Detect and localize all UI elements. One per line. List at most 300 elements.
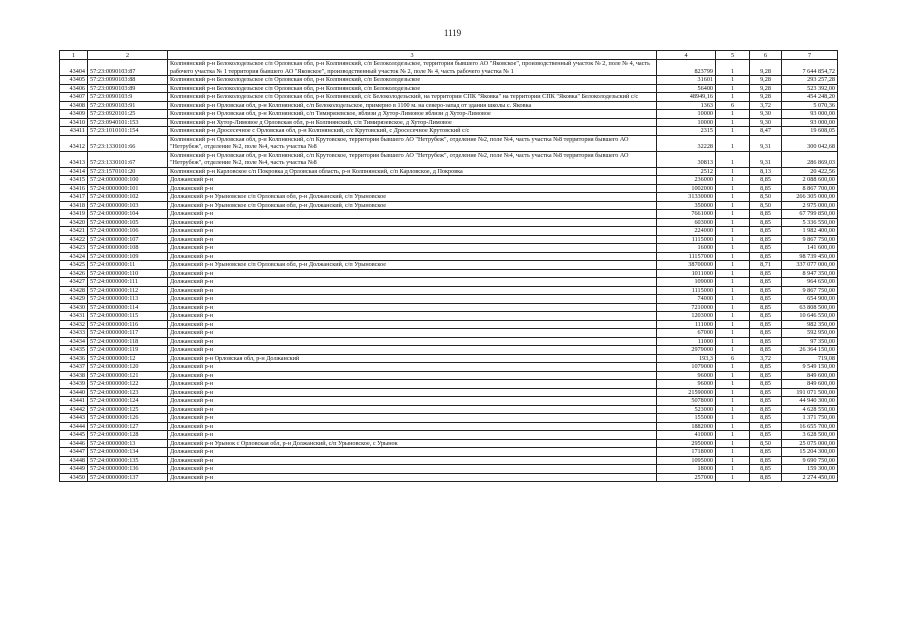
cadastral-value-cell: 9 549 150,00 xyxy=(782,363,838,372)
row-number-cell: 43425 xyxy=(60,261,88,270)
cadastral-number-cell: 57:24:0000000:115 xyxy=(88,312,168,321)
specific-value-cell: 8,50 xyxy=(750,201,782,210)
address-cell: Колпнянский р-н Орловская обл, р-н Колпнянский, с/п Белоколодезьское, примерно в 1100 м. на северо-запад от здания школы с. Яковка xyxy=(168,101,657,110)
type-code-cell: 1 xyxy=(716,261,750,270)
address-cell: Должанский р-н xyxy=(168,286,657,295)
area-cell: 10000 xyxy=(657,118,716,127)
area-cell: 1882000 xyxy=(657,422,716,431)
address-cell: Должанский р-н xyxy=(168,218,657,227)
row-number-cell: 43421 xyxy=(60,227,88,236)
table-row xyxy=(60,422,838,431)
cadastral-value-cell: 1 982 400,00 xyxy=(782,227,838,236)
area-cell: 2512 xyxy=(657,167,716,176)
type-code-cell: 6 xyxy=(716,354,750,363)
cadastral-number-cell: 57:24:0000000:119 xyxy=(88,346,168,355)
table-row xyxy=(60,84,838,93)
area-cell: 236000 xyxy=(657,176,716,185)
address-cell: Должанский р-н xyxy=(168,244,657,253)
type-code-cell: 1 xyxy=(716,235,750,244)
cadastral-value-cell: 849 600,00 xyxy=(782,371,838,380)
address-cell: Должанский р-н xyxy=(168,380,657,389)
cadastral-value-cell: 63 808 500,00 xyxy=(782,303,838,312)
row-number-cell: 43428 xyxy=(60,286,88,295)
area-cell: 1115000 xyxy=(657,235,716,244)
cadastral-value-cell: 159 300,00 xyxy=(782,465,838,474)
specific-value-cell: 9,28 xyxy=(750,93,782,102)
row-number-cell: 43420 xyxy=(60,218,88,227)
cadastral-number-cell: 57:24:0000000:122 xyxy=(88,380,168,389)
address-cell: Колпнянский р-н Карловское с/п Покровка д Орловская область, р-н Колпнянский, с/п Карловское, д Покровка xyxy=(168,167,657,176)
table-row xyxy=(60,184,838,193)
type-code-cell: 1 xyxy=(716,252,750,261)
specific-value-cell: 8,85 xyxy=(750,303,782,312)
table-row xyxy=(60,127,838,136)
area-cell: 11157000 xyxy=(657,252,716,261)
table-row xyxy=(60,371,838,380)
table-row xyxy=(60,176,838,185)
table-row xyxy=(60,388,838,397)
cadastral-value-cell: 3 628 500,00 xyxy=(782,431,838,440)
type-code-cell: 1 xyxy=(716,110,750,119)
cadastral-value-cell: 293 257,28 xyxy=(782,76,838,85)
cadastral-value-cell: 849 600,00 xyxy=(782,380,838,389)
specific-value-cell: 9,30 xyxy=(750,110,782,119)
row-number-cell: 43415 xyxy=(60,176,88,185)
table-row xyxy=(60,135,838,151)
address-cell: Должанский р-н xyxy=(168,363,657,372)
specific-value-cell: 8,85 xyxy=(750,295,782,304)
specific-value-cell: 8,71 xyxy=(750,261,782,270)
specific-value-cell: 8,13 xyxy=(750,167,782,176)
table-row xyxy=(60,60,838,76)
type-code-cell: 1 xyxy=(716,278,750,287)
table-row xyxy=(60,227,838,236)
area-cell: 193,3 xyxy=(657,354,716,363)
row-number-cell: 43448 xyxy=(60,456,88,465)
cadastral-number-cell: 57:24:0000000:102 xyxy=(88,193,168,202)
specific-value-cell: 8,85 xyxy=(750,312,782,321)
cadastral-number-cell: 57:24:0000000:116 xyxy=(88,320,168,329)
area-cell: 1363 xyxy=(657,101,716,110)
cadastral-value-cell: 93 000,00 xyxy=(782,110,838,119)
address-cell: Должанский р-н xyxy=(168,448,657,457)
specific-value-cell: 8,85 xyxy=(750,235,782,244)
cadastral-value-cell: 4 628 550,00 xyxy=(782,405,838,414)
cadastral-value-cell: 26 364 150,00 xyxy=(782,346,838,355)
address-cell: Должанский р-н xyxy=(168,431,657,440)
type-code-cell: 1 xyxy=(716,201,750,210)
type-code-cell: 1 xyxy=(716,465,750,474)
specific-value-cell: 8,85 xyxy=(750,210,782,219)
table-row xyxy=(60,329,838,338)
row-number-cell: 43443 xyxy=(60,414,88,423)
area-cell: 410000 xyxy=(657,431,716,440)
row-number-cell: 43436 xyxy=(60,354,88,363)
type-code-cell: 1 xyxy=(716,286,750,295)
specific-value-cell: 8,85 xyxy=(750,176,782,185)
address-cell: Должанский р-н xyxy=(168,414,657,423)
specific-value-cell: 8,85 xyxy=(750,346,782,355)
column-header: 5 xyxy=(716,51,750,60)
page-number: 1119 xyxy=(443,28,462,38)
cadastral-number-cell: 57:24:0000000:117 xyxy=(88,329,168,338)
cadastral-number-cell: 57:24:0000000:128 xyxy=(88,431,168,440)
area-cell: 67000 xyxy=(657,329,716,338)
area-cell: 1011000 xyxy=(657,269,716,278)
cadastral-number-cell: 57:24:0000000:124 xyxy=(88,397,168,406)
address-cell: Должанский р-н xyxy=(168,346,657,355)
cadastral-value-cell: 300 042,68 xyxy=(782,135,838,151)
area-cell: 1718000 xyxy=(657,448,716,457)
address-cell: Должанский р-н xyxy=(168,269,657,278)
cadastral-value-cell: 25 075 000,00 xyxy=(782,439,838,448)
cadastral-value-cell: 1 371 750,00 xyxy=(782,414,838,423)
table-row xyxy=(60,278,838,287)
row-number-cell: 43447 xyxy=(60,448,88,457)
type-code-cell: 1 xyxy=(716,337,750,346)
type-code-cell: 6 xyxy=(716,101,750,110)
cadastral-number-cell: 57:23:1330101:66 xyxy=(88,135,168,151)
address-cell: Колпнянский р-н Орловская обл, р-н Колпнянский, с/п Крутовское, территория бывшего АО "Нетрубеж", отделение №2, поле №4, часть участка №8 территория бывшего АО "Нетрубеж", отделение №2, поле №4, часть участка №8 xyxy=(168,151,657,167)
table-row xyxy=(60,346,838,355)
row-number-cell: 43412 xyxy=(60,135,88,151)
area-cell: 5078000 xyxy=(657,397,716,406)
area-cell: 10000 xyxy=(657,110,716,119)
specific-value-cell: 8,85 xyxy=(750,269,782,278)
table-row xyxy=(60,303,838,312)
specific-value-cell: 8,85 xyxy=(750,473,782,482)
specific-value-cell: 9,28 xyxy=(750,84,782,93)
type-code-cell: 1 xyxy=(716,167,750,176)
table-row xyxy=(60,397,838,406)
table-row xyxy=(60,167,838,176)
address-cell: Должанский р-н xyxy=(168,176,657,185)
type-code-cell: 1 xyxy=(716,320,750,329)
address-cell: Должанский р-н xyxy=(168,295,657,304)
specific-value-cell: 9,28 xyxy=(750,76,782,85)
specific-value-cell: 8,85 xyxy=(750,184,782,193)
cadastral-value-cell: 719,08 xyxy=(782,354,838,363)
cadastral-value-cell: 2 088 600,00 xyxy=(782,176,838,185)
type-code-cell: 1 xyxy=(716,380,750,389)
specific-value-cell: 8,85 xyxy=(750,388,782,397)
type-code-cell: 1 xyxy=(716,414,750,423)
address-cell: Должанский р-н xyxy=(168,397,657,406)
specific-value-cell: 8,85 xyxy=(750,405,782,414)
type-code-cell: 1 xyxy=(716,193,750,202)
table-row xyxy=(60,235,838,244)
cadastral-number-cell: 57:23:1570101:20 xyxy=(88,167,168,176)
cadastral-number-cell: 57:24:0000000:111 xyxy=(88,278,168,287)
area-cell: 1079000 xyxy=(657,363,716,372)
specific-value-cell: 3,72 xyxy=(750,354,782,363)
cadastral-number-cell: 57:24:0000000:109 xyxy=(88,252,168,261)
row-number-cell: 43404 xyxy=(60,60,88,76)
table-row xyxy=(60,269,838,278)
cadastral-number-cell: 57:23:0940101:153 xyxy=(88,118,168,127)
table-row xyxy=(60,312,838,321)
area-cell: 1002000 xyxy=(657,184,716,193)
address-cell: Колпнянский р-н Белоколодезьское с/п Орловская обл, р-н Колпнянский, с/п Белоколодезьское, территория бывшего АО "Яковское", производственный участок № 2, поле № 4, часть рабочего участка № 1 территория бывшего АО "Яковское", производственный участок № 2, поле № 4, часть рабочего участка № 1 xyxy=(168,60,657,76)
table-row xyxy=(60,295,838,304)
address-cell: Должанский р-н xyxy=(168,278,657,287)
area-cell: 111000 xyxy=(657,320,716,329)
row-number-cell: 43441 xyxy=(60,397,88,406)
cadastral-value-cell: 141 600,00 xyxy=(782,244,838,253)
cadastral-number-cell: 57:24:0000000:137 xyxy=(88,473,168,482)
cadastral-value-cell: 523 392,00 xyxy=(782,84,838,93)
specific-value-cell: 8,47 xyxy=(750,127,782,136)
table-row xyxy=(60,456,838,465)
cadastral-number-cell: 57:23:0920101:25 xyxy=(88,110,168,119)
address-cell: Колпнянский р-н Орловская обл, р-н Колпнянский, с/п Крутовское, территория бывшего АО "Нетрубеж", отделение №2, поле №4, часть участка №8 территория бывшего АО "Нетрубеж", отделение №2, поле №4, часть участка №8 xyxy=(168,135,657,151)
type-code-cell: 1 xyxy=(716,363,750,372)
row-number-cell: 43444 xyxy=(60,422,88,431)
cadastral-value-cell: 15 204 300,00 xyxy=(782,448,838,457)
cadastral-value-cell: 8 867 700,00 xyxy=(782,184,838,193)
cadastral-value-cell: 7 644 854,72 xyxy=(782,60,838,76)
type-code-cell: 1 xyxy=(716,135,750,151)
area-cell: 1095000 xyxy=(657,456,716,465)
table-row xyxy=(60,363,838,372)
type-code-cell: 1 xyxy=(716,422,750,431)
cadastral-number-cell: 57:23:0090103:89 xyxy=(88,84,168,93)
area-cell: 31330000 xyxy=(657,193,716,202)
type-code-cell: 1 xyxy=(716,371,750,380)
type-code-cell: 1 xyxy=(716,93,750,102)
address-cell: Колпнянский р-н Белоколодезьское с/п Орловская обл, р-н Колпнянский, с/с Белоколодезьский, на территории СПК "Яковка" на территории СПК "Яковка" Белоколодезьский с/с xyxy=(168,93,657,102)
table-row xyxy=(60,93,838,102)
row-number-cell: 43405 xyxy=(60,76,88,85)
row-number-cell: 43431 xyxy=(60,312,88,321)
area-cell: 224000 xyxy=(657,227,716,236)
area-cell: 2950000 xyxy=(657,439,716,448)
row-number-cell: 43442 xyxy=(60,405,88,414)
cadastral-number-cell: 57:24:0000000:101 xyxy=(88,184,168,193)
cadastral-number-cell: 57:24:0000000:118 xyxy=(88,337,168,346)
address-cell: Должанский р-н xyxy=(168,184,657,193)
address-cell: Колпнянский р-н Дросесечное с Орловская обл, р-н Колпнянский, с/с Крутовский, с Дросесечное Крутовский с/с xyxy=(168,127,657,136)
row-number-cell: 43433 xyxy=(60,329,88,338)
table-row xyxy=(60,218,838,227)
table-row xyxy=(60,354,838,363)
cadastral-number-cell: 57:24:0000000:123 xyxy=(88,388,168,397)
table-row xyxy=(60,76,838,85)
cadastral-value-cell: 2 274 450,00 xyxy=(782,473,838,482)
area-cell: 603000 xyxy=(657,218,716,227)
cadastral-number-cell: 57:23:1330101:67 xyxy=(88,151,168,167)
address-cell: Должанский р-н xyxy=(168,227,657,236)
type-code-cell: 1 xyxy=(716,84,750,93)
cadastral-number-cell: 57:24:0000000:107 xyxy=(88,235,168,244)
type-code-cell: 1 xyxy=(716,456,750,465)
specific-value-cell: 9,30 xyxy=(750,118,782,127)
table-row xyxy=(60,439,838,448)
cadastral-number-cell: 57:24:0000000:113 xyxy=(88,295,168,304)
specific-value-cell: 8,85 xyxy=(750,227,782,236)
row-number-cell: 43450 xyxy=(60,473,88,482)
cadastral-value-cell: 266 305 000,00 xyxy=(782,193,838,202)
cadastral-value-cell: 93 000,00 xyxy=(782,118,838,127)
table-row xyxy=(60,380,838,389)
cadastral-number-cell: 57:24:0000000:135 xyxy=(88,456,168,465)
address-cell: Должанский р-н xyxy=(168,405,657,414)
cadastral-value-cell: 9 867 750,00 xyxy=(782,235,838,244)
cadastral-number-cell: 57:24:0000000:13 xyxy=(88,439,168,448)
cadastral-number-cell: 57:24:0000000:120 xyxy=(88,363,168,372)
specific-value-cell: 9,31 xyxy=(750,151,782,167)
type-code-cell: 1 xyxy=(716,312,750,321)
row-number-cell: 43411 xyxy=(60,127,88,136)
area-cell: 7210000 xyxy=(657,303,716,312)
type-code-cell: 1 xyxy=(716,118,750,127)
type-code-cell: 1 xyxy=(716,295,750,304)
cadastral-number-cell: 57:23:0090103:9 xyxy=(88,93,168,102)
address-cell: Должанский р-н Урыновское с/п Орловская обл, р-н Должанский, с/п Урыновское xyxy=(168,193,657,202)
address-cell: Должанский р-н Орловская обл, р-н Должанский xyxy=(168,354,657,363)
type-code-cell: 1 xyxy=(716,431,750,440)
address-cell: Должанский р-н xyxy=(168,388,657,397)
cadastral-number-cell: 57:24:0000000:103 xyxy=(88,201,168,210)
cadastral-number-cell: 57:24:0000000:100 xyxy=(88,176,168,185)
specific-value-cell: 8,85 xyxy=(750,465,782,474)
cadastral-value-cell: 191 071 500,00 xyxy=(782,388,838,397)
row-number-cell: 43409 xyxy=(60,110,88,119)
row-number-cell: 43449 xyxy=(60,465,88,474)
cadastral-number-cell: 57:24:0000000:125 xyxy=(88,405,168,414)
specific-value-cell: 8,85 xyxy=(750,244,782,253)
row-number-cell: 43445 xyxy=(60,431,88,440)
cadastral-value-cell: 982 350,00 xyxy=(782,320,838,329)
column-number-row xyxy=(60,51,838,60)
address-cell: Колпнянский р-н Белоколодезьское с/п Орловская обл, р-н Колпнянский, с/п Белоколодезьское xyxy=(168,76,657,85)
cadastral-number-cell: 57:24:0000000:108 xyxy=(88,244,168,253)
cadastral-value-cell: 654 900,00 xyxy=(782,295,838,304)
cadastral-number-cell: 57:23:0090103:88 xyxy=(88,76,168,85)
address-cell: Должанский р-н xyxy=(168,371,657,380)
cadastral-number-cell: 57:23:0090103:87 xyxy=(88,60,168,76)
address-cell: Должанский р-н xyxy=(168,465,657,474)
address-cell: Должанский р-н xyxy=(168,312,657,321)
cadastral-value-cell: 5 070,36 xyxy=(782,101,838,110)
row-number-cell: 43418 xyxy=(60,201,88,210)
column-header: 1 xyxy=(60,51,88,60)
row-number-cell: 43430 xyxy=(60,303,88,312)
address-cell: Должанский р-н xyxy=(168,235,657,244)
type-code-cell: 1 xyxy=(716,176,750,185)
specific-value-cell: 8,85 xyxy=(750,456,782,465)
area-cell: 31601 xyxy=(657,76,716,85)
row-number-cell: 43414 xyxy=(60,167,88,176)
specific-value-cell: 9,28 xyxy=(750,60,782,76)
address-cell: Должанский р-н Урыновское с/п Орловская обл, р-н Должанский, с/п Урыновское xyxy=(168,201,657,210)
cadastral-value-cell: 2 975 000,00 xyxy=(782,201,838,210)
cadastral-number-cell: 57:24:0000000:134 xyxy=(88,448,168,457)
area-cell: 18000 xyxy=(657,465,716,474)
cadastral-value-cell: 286 869,03 xyxy=(782,151,838,167)
column-header: 6 xyxy=(750,51,782,60)
cadastral-value-cell: 454 248,20 xyxy=(782,93,838,102)
cadastral-value-cell: 592 950,00 xyxy=(782,329,838,338)
specific-value-cell: 8,85 xyxy=(750,414,782,423)
table-row xyxy=(60,118,838,127)
table-row xyxy=(60,465,838,474)
specific-value-cell: 3,72 xyxy=(750,101,782,110)
row-number-cell: 43439 xyxy=(60,380,88,389)
specific-value-cell: 8,85 xyxy=(750,397,782,406)
area-cell: 48949,16 xyxy=(657,93,716,102)
column-header: 4 xyxy=(657,51,716,60)
table-row xyxy=(60,320,838,329)
area-cell: 56400 xyxy=(657,84,716,93)
cadastral-value-cell: 10 646 550,00 xyxy=(782,312,838,321)
cadastral-number-cell: 57:24:0000000:121 xyxy=(88,371,168,380)
area-cell: 30813 xyxy=(657,151,716,167)
table-row xyxy=(60,337,838,346)
type-code-cell: 1 xyxy=(716,227,750,236)
address-cell: Должанский р-н xyxy=(168,456,657,465)
area-cell: 1203000 xyxy=(657,312,716,321)
table-row xyxy=(60,286,838,295)
area-cell: 1115000 xyxy=(657,286,716,295)
specific-value-cell: 8,85 xyxy=(750,218,782,227)
cadastral-number-cell: 57:24:0000000:126 xyxy=(88,414,168,423)
cadastral-value-table xyxy=(59,50,838,482)
table-row xyxy=(60,151,838,167)
address-cell: Должанский р-н xyxy=(168,473,657,482)
area-cell: 96000 xyxy=(657,380,716,389)
row-number-cell: 43413 xyxy=(60,151,88,167)
address-cell: Должанский р-н Урынок с Орловская обл, р-н Должанский, с/п Урыновское, с Урынок xyxy=(168,439,657,448)
type-code-cell: 1 xyxy=(716,244,750,253)
address-cell: Колпнянский р-н Хутор-Лимовое д Орловская обл, р-н Колпнянский, с/п Тимирязевское, д Хутор-Лимовое xyxy=(168,118,657,127)
type-code-cell: 1 xyxy=(716,473,750,482)
address-cell: Должанский р-н xyxy=(168,320,657,329)
row-number-cell: 43423 xyxy=(60,244,88,253)
row-number-cell: 43417 xyxy=(60,193,88,202)
cadastral-number-cell: 57:24:0000000:11 xyxy=(88,261,168,270)
area-cell: 16000 xyxy=(657,244,716,253)
cadastral-value-cell: 20 422,56 xyxy=(782,167,838,176)
row-number-cell: 43435 xyxy=(60,346,88,355)
area-cell: 2315 xyxy=(657,127,716,136)
table-row xyxy=(60,201,838,210)
address-cell: Должанский р-н xyxy=(168,422,657,431)
table-row xyxy=(60,448,838,457)
cadastral-value-cell: 5 336 550,00 xyxy=(782,218,838,227)
cadastral-value-cell: 97 350,00 xyxy=(782,337,838,346)
specific-value-cell: 8,85 xyxy=(750,337,782,346)
type-code-cell: 1 xyxy=(716,269,750,278)
type-code-cell: 1 xyxy=(716,439,750,448)
table-row xyxy=(60,193,838,202)
type-code-cell: 1 xyxy=(716,76,750,85)
specific-value-cell: 8,85 xyxy=(750,320,782,329)
specific-value-cell: 8,85 xyxy=(750,252,782,261)
specific-value-cell: 8,85 xyxy=(750,363,782,372)
cadastral-number-cell: 57:24:0000000:106 xyxy=(88,227,168,236)
row-number-cell: 43419 xyxy=(60,210,88,219)
cadastral-number-cell: 57:24:0000000:136 xyxy=(88,465,168,474)
type-code-cell: 1 xyxy=(716,60,750,76)
address-cell: Должанский р-н Урыновское с/п Орловская обл, р-н Должанский, с/п Урыновское xyxy=(168,261,657,270)
type-code-cell: 1 xyxy=(716,329,750,338)
table-row xyxy=(60,473,838,482)
area-cell: 2979000 xyxy=(657,346,716,355)
column-header: 2 xyxy=(88,51,168,60)
cadastral-number-cell: 57:23:0090103:91 xyxy=(88,101,168,110)
column-header: 3 xyxy=(168,51,657,60)
